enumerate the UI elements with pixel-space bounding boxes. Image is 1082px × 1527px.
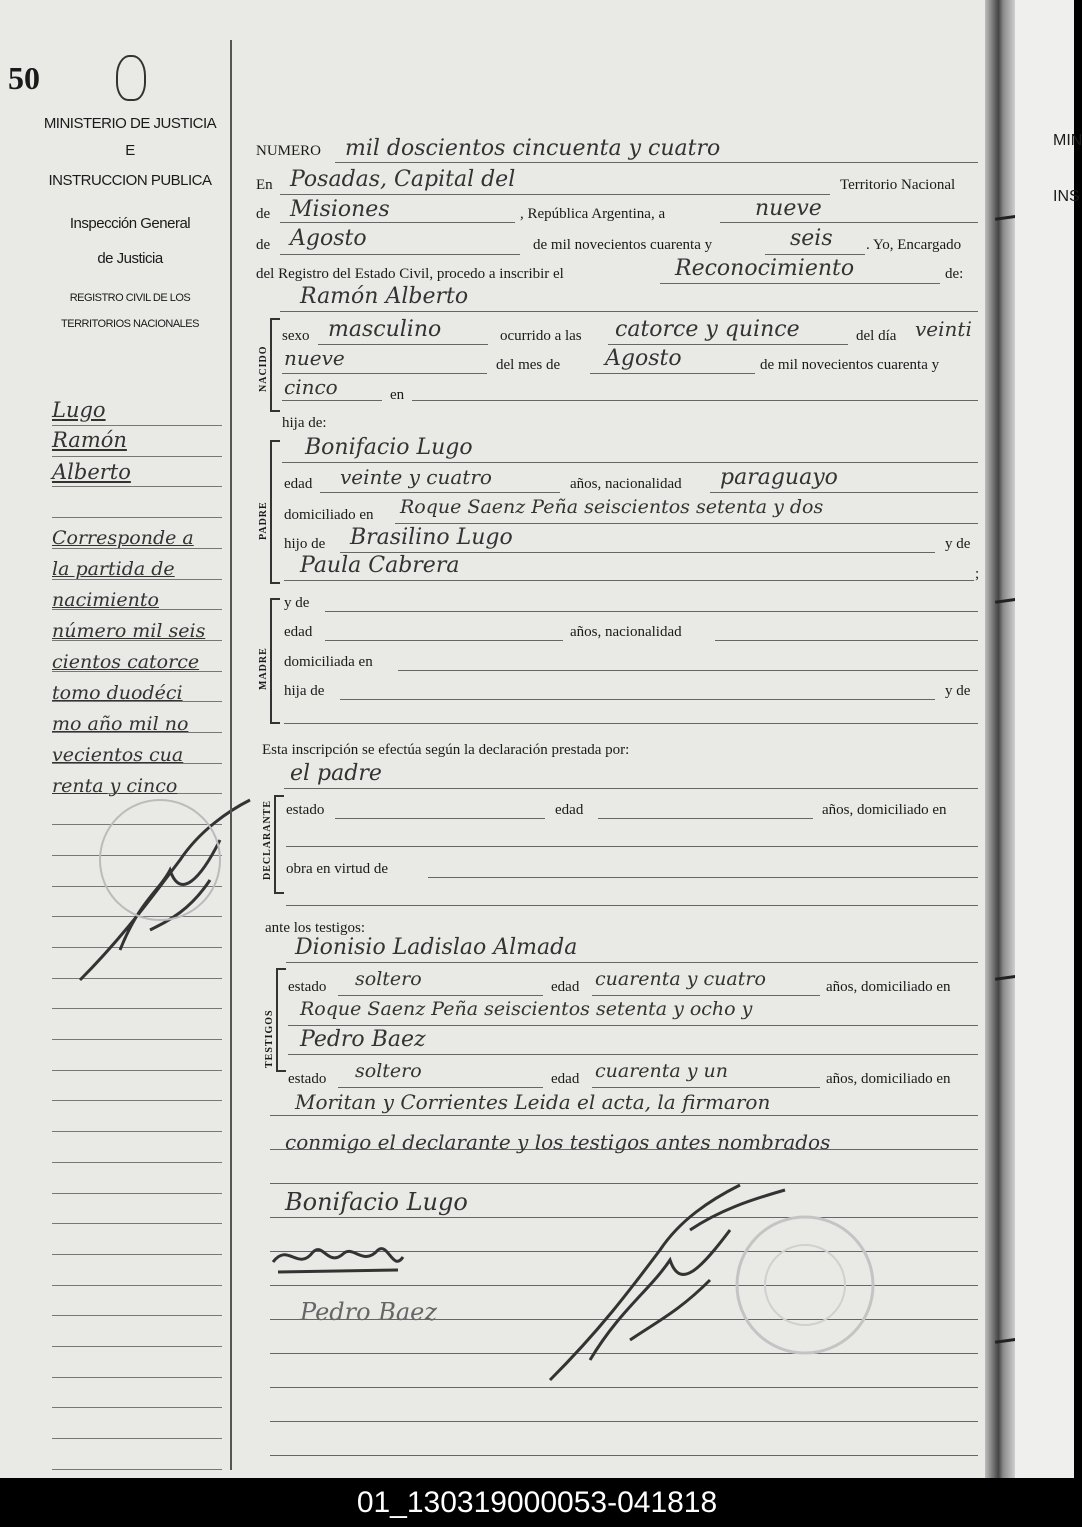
nacido-anio-value: cinco <box>284 375 338 399</box>
sexo-value: masculino <box>328 317 442 342</box>
nacido-mes-value: Agosto <box>605 346 682 371</box>
signature-bonifacio-lugo: Bonifacio Lugo <box>285 1188 468 1216</box>
margin-rule <box>52 1070 222 1071</box>
dia-value: nueve <box>755 196 822 221</box>
margin-note-line-4: número mil seis <box>52 620 206 642</box>
padre-section-label: PADRE <box>258 501 269 540</box>
margin-note-line-9: renta y cinco <box>52 775 178 797</box>
padre-padre-value: Brasilino Lugo <box>350 525 513 550</box>
anio-value: seis <box>790 226 833 251</box>
declarante-section-label: DECLARANTE <box>262 799 273 880</box>
madre-section-label: MADRE <box>258 647 269 690</box>
padre-nombre-value: Bonifacio Lugo <box>305 435 473 460</box>
madre-anios-label: años, nacionalidad <box>570 624 682 640</box>
margin-rule <box>52 1193 222 1194</box>
body-rule <box>270 1455 978 1456</box>
ministry-line-1: MINISTERIO DE JUSTICIA <box>43 115 217 132</box>
document-id-footer: 01_130319000053-041818 <box>0 1478 1074 1527</box>
padre-domicilio-label: domiciliado en <box>284 507 374 523</box>
madre-edad-label: edad <box>284 624 313 640</box>
testigo-2-estado-label: estado <box>288 1071 327 1087</box>
inspection-line-1: Inspección General <box>69 215 191 232</box>
hija-label: hija de: <box>282 415 327 431</box>
del-mes-label: del mes de <box>496 357 561 373</box>
margin-note-line-3: nacimiento <box>52 589 159 611</box>
margin-rule <box>52 1100 222 1101</box>
closing-text: conmigo el declarante y los testigos antes nombrados <box>285 1130 831 1154</box>
ministry-line-3: INSTRUCCION PUBLICA <box>48 172 212 189</box>
body-rule <box>270 1115 978 1116</box>
next-page-text-2: INS <box>1053 188 1080 205</box>
margin-note-line-7: mo año mil no <box>52 713 189 735</box>
testigo-2-estado-value: soltero <box>355 1060 422 1082</box>
next-page-edge <box>1015 0 1082 1478</box>
territorio-label: Territorio Nacional <box>840 177 956 193</box>
testigo-1-edad-label: edad <box>551 979 580 995</box>
testigo-1-edad-value: cuarenta y cuatro <box>595 968 766 990</box>
madre-y-de-label-2: y de <box>945 683 971 699</box>
testigos-label: ante los testigos: <box>265 920 365 936</box>
ministry-line-2: E <box>125 142 135 159</box>
madre-domicilio-label: domiciliada en <box>284 654 373 670</box>
nacido-section-label: NACIDO <box>258 345 269 392</box>
testigo-1-estado-label: estado <box>288 979 327 995</box>
margin-rule <box>52 1039 222 1040</box>
nacido-en-label: en <box>390 387 405 403</box>
page-number: 50 <box>8 60 40 96</box>
declarante-anios-label: años, domiciliado en <box>822 802 947 818</box>
margin-rule <box>52 425 222 426</box>
hora-value: catorce y quince <box>615 317 800 342</box>
registry-line-1: REGISTRO CIVIL DE LOS <box>69 292 191 304</box>
dia-value-a: veinti <box>915 317 972 341</box>
padre-semicolon: ; <box>975 566 980 582</box>
margin-name-line-1: Lugo <box>52 398 106 422</box>
mil-label: de mil novecientos cuarenta y <box>533 237 713 253</box>
republica-label: , República Argentina, a <box>520 206 666 222</box>
testigo-2-domicilio: Moritan y Corrientes Leida el acta, la firmaron <box>295 1090 771 1114</box>
declaracion-label: Esta inscripción se efectúa según la declaración prestada por: <box>262 742 630 758</box>
declarante-estado-label: estado <box>286 802 325 818</box>
testigos-section-label: TESTIGOS <box>264 1009 275 1068</box>
testigo-2-nombre: Pedro Baez <box>300 1027 426 1052</box>
padre-y-de-label: y de <box>945 536 971 552</box>
book-binding <box>985 0 1015 1478</box>
mes-value: Agosto <box>290 226 367 251</box>
margin-note-line-1: Corresponde a <box>52 527 194 549</box>
margin-rule <box>52 1131 222 1132</box>
territorio-value: Misiones <box>290 197 390 222</box>
margin-rule <box>52 486 222 487</box>
testigo-1-anios-label: años, domiciliado en <box>826 979 951 995</box>
margin-note-line-2: la partida de <box>52 558 175 580</box>
en-label: En <box>256 177 273 193</box>
en-value: Posadas, Capital del <box>290 167 516 192</box>
padre-edad-value: veinte y cuatro <box>340 465 492 489</box>
del-dia-label: del día <box>856 328 897 344</box>
margin-rule <box>52 1377 222 1378</box>
margin-rule <box>52 1285 222 1286</box>
padre-anios-label: años, nacionalidad <box>570 476 682 492</box>
margin-divider <box>230 40 232 1470</box>
padre-edad-label: edad <box>284 476 313 492</box>
signature-pedro-baez: Pedro Baez <box>300 1298 437 1326</box>
de-label: de <box>256 206 271 222</box>
registry-line-2: TERRITORIOS NACIONALES <box>61 318 199 330</box>
testigo-1-estado-value: soltero <box>355 968 422 990</box>
margin-rule <box>52 1162 222 1163</box>
padre-hijo-label: hijo de <box>284 536 326 552</box>
numero-label: NUMERO <box>256 143 322 159</box>
numero-value: mil doscientos cincuenta y cuatro <box>345 136 721 161</box>
nombre-value: Ramón Alberto <box>300 284 469 309</box>
yo-label: . Yo, Encargado <box>866 237 962 253</box>
madre-y-de-label: y de <box>284 595 310 611</box>
testigo-1-nombre: Dionisio Ladislao Almada <box>295 935 578 960</box>
nacido-mil-label: de mil novecientos cuarenta y <box>760 357 940 373</box>
dia-value-b: nueve <box>284 346 345 370</box>
margin-rule <box>52 517 222 518</box>
de-label-2: de <box>256 237 271 253</box>
registro-label: del Registro del Estado Civil, procedo a inscribir el <box>256 266 564 282</box>
testigo-1-domicilio: Roque Saenz Peña seiscientos setenta y ocho y <box>300 998 753 1020</box>
de-colon: de: <box>945 266 964 282</box>
sexo-label: sexo <box>282 328 310 344</box>
acto-value: Reconocimiento <box>675 256 855 281</box>
margin-rule <box>52 456 222 457</box>
margin-rule <box>52 1008 222 1009</box>
declarante-edad-label: edad <box>555 802 584 818</box>
margin-name-line-3: Alberto <box>52 460 131 484</box>
declarante-nombre-value: el padre <box>290 761 382 786</box>
padre-nacionalidad-value: paraguayo <box>720 465 838 490</box>
margin-rule <box>52 1346 222 1347</box>
margin-note-line-6: tomo duodéci <box>52 682 183 704</box>
testigo-2-anios-label: años, domiciliado en <box>826 1071 951 1087</box>
coat-of-arms-seal <box>116 55 146 101</box>
registrar-stamp <box>730 1210 880 1360</box>
margin-note-line-5: cientos catorce <box>52 651 200 673</box>
padre-madre-value: Paula Cabrera <box>300 553 460 578</box>
madre-hija-label: hija de <box>284 683 325 699</box>
padre-domicilio-value: Roque Saenz Peña seiscientos setenta y dos <box>400 496 824 518</box>
margin-rule <box>52 1438 222 1439</box>
margin-rule <box>52 1407 222 1408</box>
inspection-line-2: de Justicia <box>97 250 163 267</box>
margin-rule <box>52 1315 222 1316</box>
margin-rule <box>52 1223 222 1224</box>
next-page-text-1: MIN <box>1053 132 1082 149</box>
ocurrido-label: ocurrido a las <box>500 328 582 344</box>
margin-rule <box>52 1254 222 1255</box>
margin-name-line-2: Ramón <box>52 428 127 452</box>
margin-note-line-8: vecientos cua <box>52 744 184 766</box>
declarante-obra-label: obra en virtud de <box>286 861 389 877</box>
testigo-2-edad-label: edad <box>551 1071 580 1087</box>
body-rule <box>270 1421 978 1422</box>
margin-rule <box>52 1469 222 1470</box>
testigo-2-edad-value: cuarenta y un <box>595 1060 729 1082</box>
signature-witness-flourish <box>268 1232 408 1282</box>
